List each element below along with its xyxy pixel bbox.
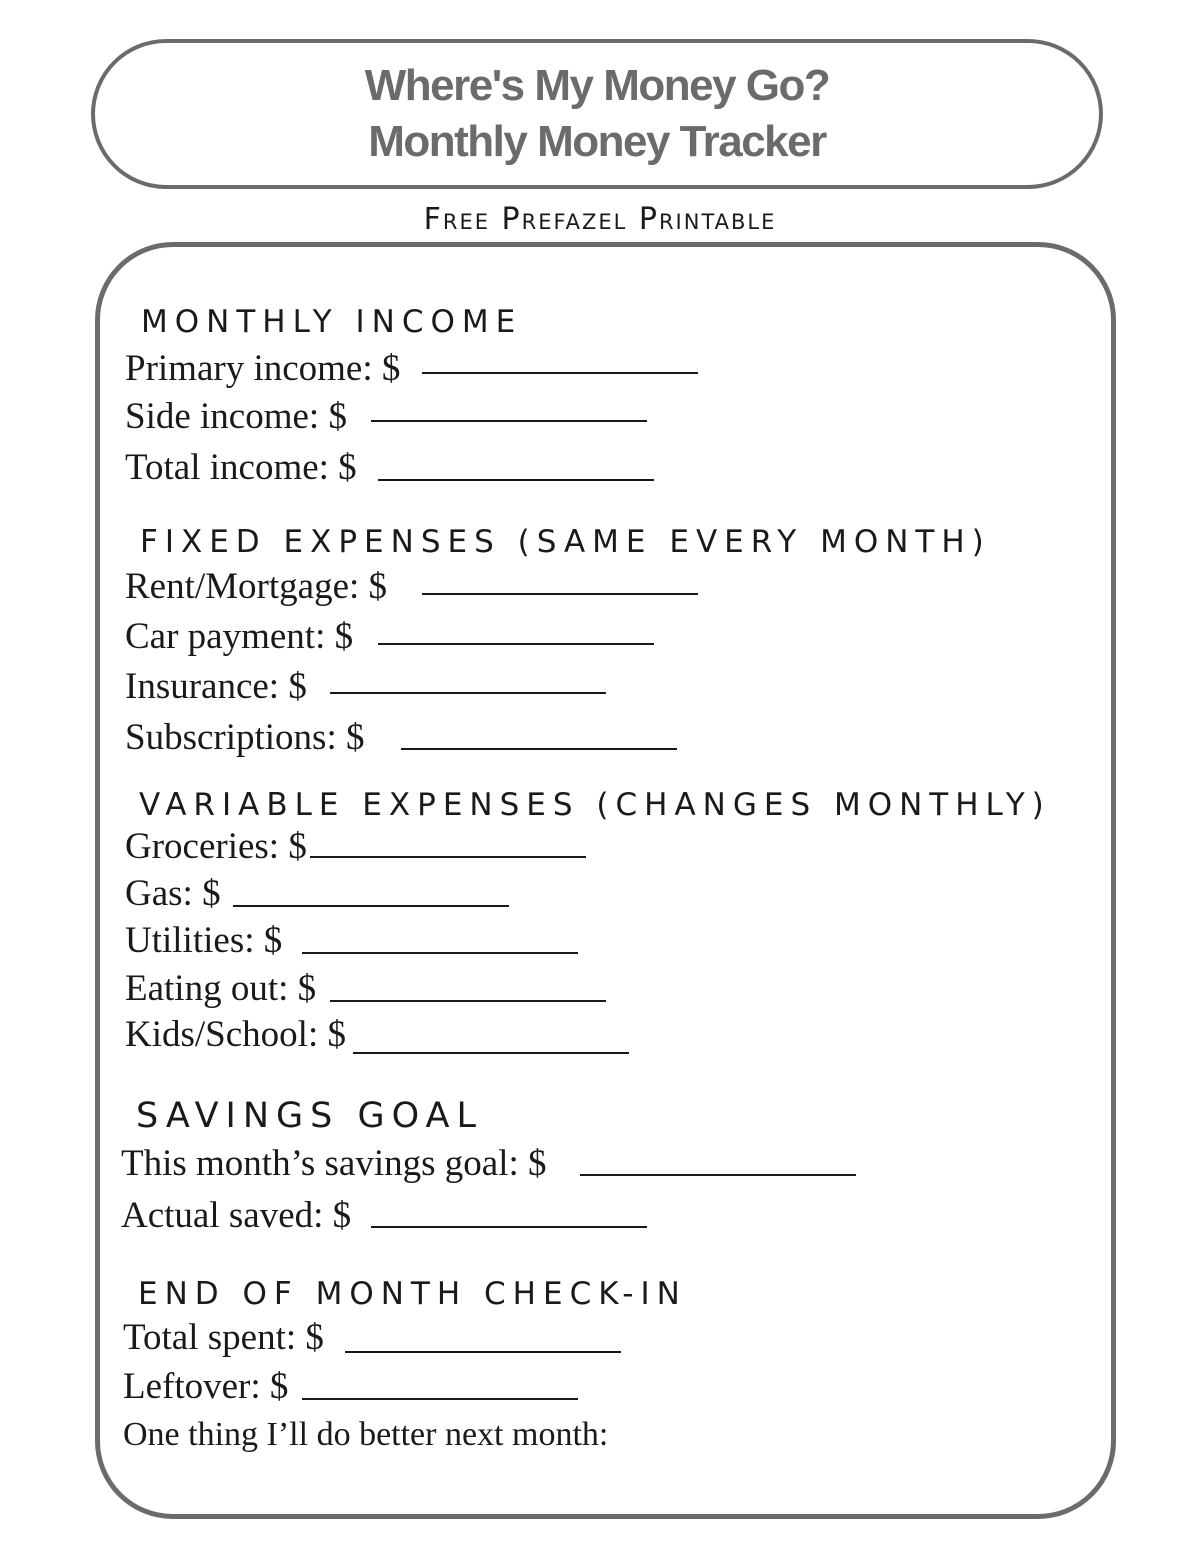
field-label: Eating out: $ bbox=[125, 968, 317, 1009]
field-label: Total income: $ bbox=[125, 447, 357, 488]
field-label: Utilities: $ bbox=[125, 920, 283, 961]
section-heading-savings-goal: SAVINGS GOAL bbox=[136, 1096, 483, 1136]
field-label: Side income: $ bbox=[125, 396, 347, 437]
field-kids-school bbox=[125, 1014, 346, 1056]
gas-blank[interactable] bbox=[233, 905, 509, 907]
field-label: Total spent: $ bbox=[123, 1317, 324, 1358]
kids-school-blank[interactable] bbox=[353, 1052, 629, 1054]
title-banner bbox=[91, 39, 1103, 189]
field-total-spent bbox=[123, 1317, 324, 1359]
field-improvement-note bbox=[123, 1414, 608, 1456]
field-label: Kids/School: $ bbox=[125, 1014, 346, 1055]
eating-out-blank[interactable] bbox=[330, 1000, 606, 1002]
car-payment-blank[interactable] bbox=[378, 643, 654, 645]
page-title-line-1: Where's My Money Go? bbox=[364, 61, 830, 110]
field-label: Primary income: $ bbox=[125, 348, 401, 389]
total-income-blank[interactable] bbox=[378, 479, 654, 481]
rent-mortgage-blank[interactable] bbox=[422, 593, 698, 595]
field-total-income bbox=[125, 447, 357, 489]
field-savings-goal bbox=[121, 1143, 547, 1185]
leftover-blank[interactable] bbox=[302, 1398, 578, 1400]
primary-income-blank[interactable] bbox=[422, 372, 698, 374]
field-primary-income bbox=[125, 348, 400, 390]
field-car-payment bbox=[125, 616, 353, 658]
field-label: Gas: $ bbox=[125, 873, 221, 914]
total-spent-blank[interactable] bbox=[345, 1351, 621, 1353]
section-heading-fixed-expenses: FIXED EXPENSES (SAME EVERY MONTH) bbox=[140, 524, 991, 560]
section-heading-end-of-month-check-in: END OF MONTH CHECK-IN bbox=[138, 1276, 687, 1312]
groceries-blank[interactable] bbox=[310, 856, 586, 858]
savings-goal-blank[interactable] bbox=[580, 1174, 856, 1176]
field-side-income bbox=[125, 396, 347, 438]
field-eating-out bbox=[125, 968, 316, 1010]
utilities-blank[interactable] bbox=[302, 952, 578, 954]
field-label: Rent/Mortgage: $ bbox=[125, 566, 388, 607]
insurance-blank[interactable] bbox=[330, 692, 606, 694]
field-utilities bbox=[125, 920, 282, 962]
field-label: Leftover: $ bbox=[123, 1366, 289, 1407]
page-subtitle: Free Prefazel Printable bbox=[423, 202, 777, 237]
field-groceries bbox=[125, 826, 307, 868]
side-income-blank[interactable] bbox=[371, 420, 647, 422]
field-label: Subscriptions: $ bbox=[125, 717, 365, 758]
field-actual-saved bbox=[121, 1195, 351, 1237]
field-rent-mortgage bbox=[125, 566, 387, 608]
field-label: Groceries: $ bbox=[125, 826, 307, 867]
field-label: Insurance: $ bbox=[125, 666, 307, 707]
subscriptions-blank[interactable] bbox=[401, 748, 677, 750]
field-gas bbox=[125, 873, 221, 915]
page-title-line-2: Monthly Money Tracker bbox=[368, 117, 826, 166]
field-label: One thing I’ll do better next month: bbox=[123, 1416, 609, 1453]
actual-saved-blank[interactable] bbox=[371, 1226, 647, 1228]
field-label: Actual saved: $ bbox=[121, 1195, 352, 1236]
field-insurance bbox=[125, 666, 307, 708]
field-leftover bbox=[123, 1366, 288, 1408]
section-heading-monthly-income: MONTHLY INCOME bbox=[141, 304, 523, 340]
section-heading-variable-expenses: VARIABLE EXPENSES (CHANGES MONTHLY) bbox=[139, 787, 1051, 823]
field-label: Car payment: $ bbox=[125, 616, 354, 657]
field-subscriptions bbox=[125, 717, 365, 759]
field-label: This month’s savings goal: $ bbox=[121, 1143, 547, 1184]
